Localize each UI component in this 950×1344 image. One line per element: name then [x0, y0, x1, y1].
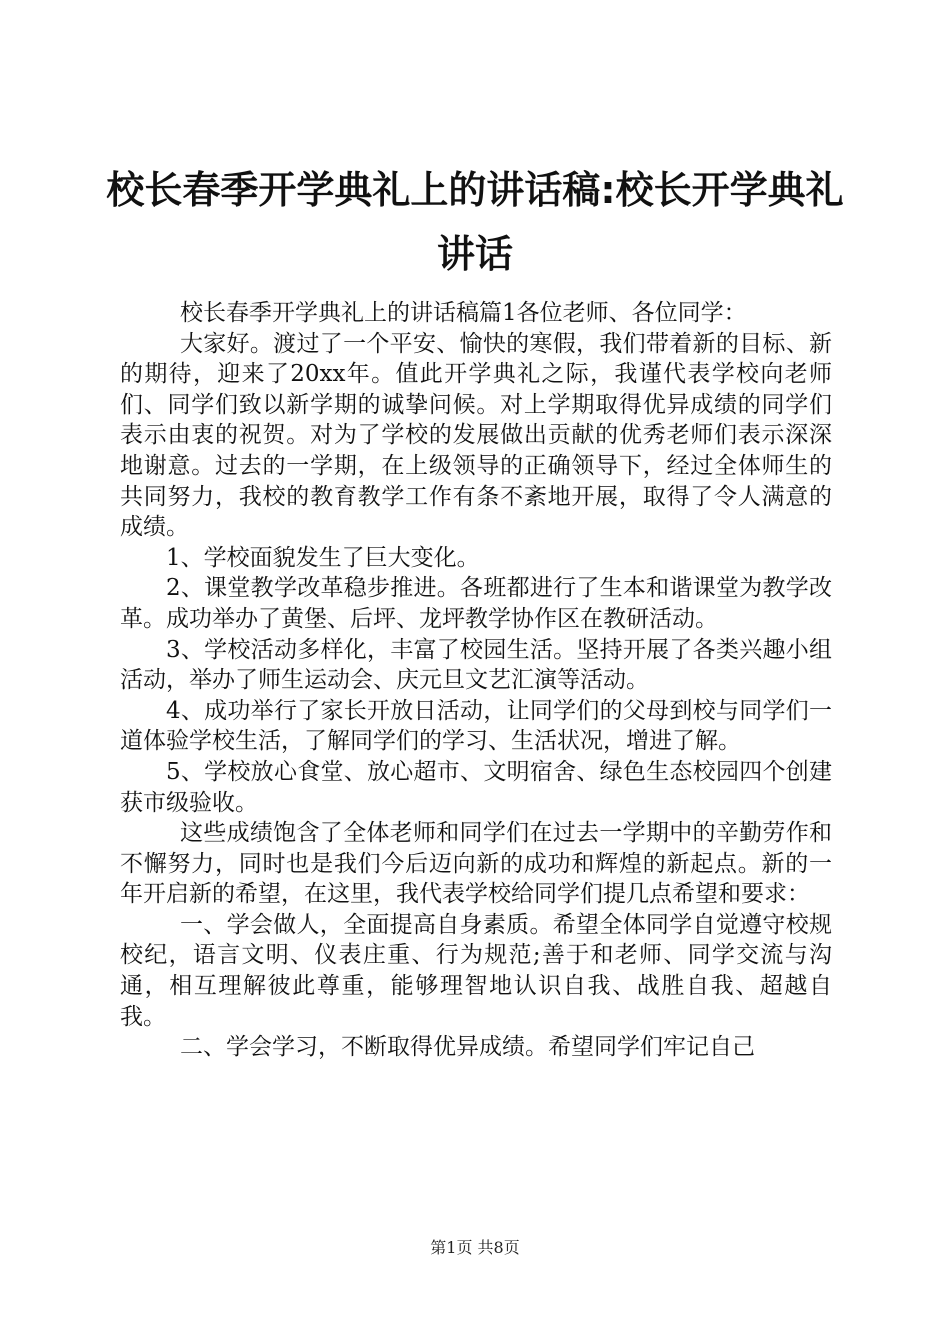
requirement-2-paragraph: 二、学会学习，不断取得优异成绩。希望同学们牢记自己	[180, 1034, 755, 1061]
achievement-item-3: 3、学校活动多样化，丰富了校园生活。坚持开展了各类兴趣小组活动，举办了师生运动会、庆元旦文艺汇演等活动。	[120, 636, 832, 694]
document-title: 校长春季开学典礼上的讲话稿:校长开学典礼讲话	[106, 168, 844, 276]
achievement-item-1: 1、学校面貌发生了巨大变化。	[166, 544, 480, 571]
achievement-item-4: 4、成功举行了家长开放日活动，让同学们的父母到校与同学们一道体验学校生活，了解同学们的学习、生活状况，增进了解。	[120, 697, 832, 755]
requirement-1-paragraph: 一、学会做人，全面提高自身素质。希望全体同学自觉遵守校规校纪，语言文明、仪表庄重、行为规范;善于和老师、同学交流与沟通，相互理解彼此尊重，能够理智地认识自我、战胜自我、超越自我。	[120, 911, 832, 1030]
achievement-item-2: 2、课堂教学改革稳步推进。各班都进行了生本和谐课堂为教学改革。成功举办了黄堡、后坪、龙坪教学协作区在教研活动。	[120, 575, 832, 632]
summary-paragraph: 这些成绩饱含了全体老师和同学们在过去一学期中的辛勤劳作和不懈努力，同时也是我们今后迈向新的成功和辉煌的新起点。新的一年开启新的希望，在这里，我代表学校给同学们提几点希望和要求：	[120, 820, 832, 908]
page-footer: 第1页 共8页	[430, 1238, 520, 1257]
achievement-item-5: 5、学校放心食堂、放心超市、文明宿舍、绿色生态校园四个创建获市级验收。	[120, 758, 832, 816]
greeting-paragraph: 大家好。渡过了一个平安、愉快的寒假，我们带着新的目标、新的期待，迎来了20xx年。值此开学典礼之际，我谨代表学校向老师们、同学们致以新学期的诚挚问候。对上学期取得优异成绩的同学们表示由衷的祝贺。对为了学校的发展做出贡献的优秀老师们表示深深地谢意。过去的一学期，在上级领导的正确领导下，经过全体师生的共同努力，我校的教育教学工作有条不紊地开展，取得了令人满意的成绩。	[120, 330, 832, 541]
intro-paragraph: 校长春季开学典礼上的讲话稿篇1各位老师、各位同学：	[180, 300, 747, 326]
document-body	[120, 298, 832, 1063]
